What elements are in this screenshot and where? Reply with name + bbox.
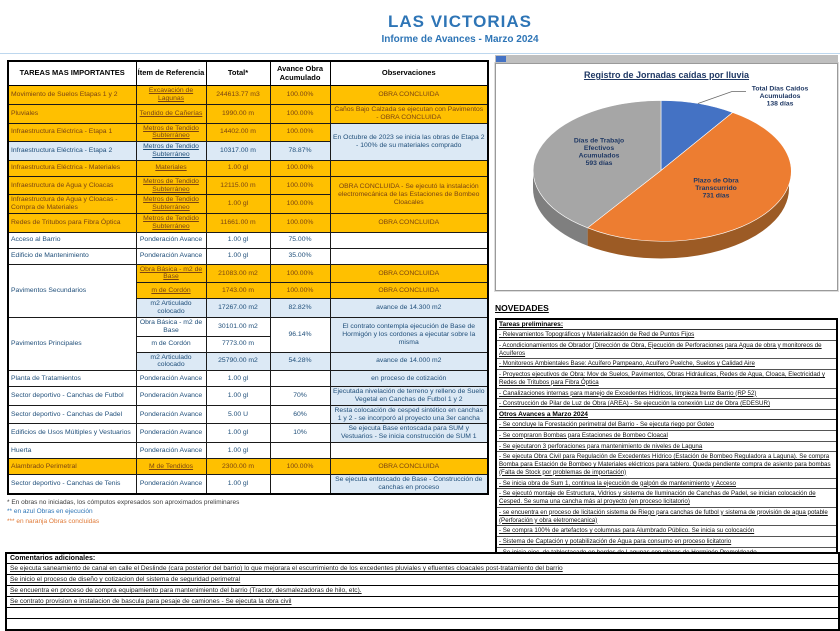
table-cell (270, 475, 330, 494)
table-cell: m2 Articulado colocado (136, 352, 206, 371)
table-cell: 100.00% (270, 195, 330, 214)
column-header: Total* (206, 61, 270, 86)
table-cell: 17267.00 m2 (206, 299, 270, 318)
table-cell: 1.00 gl (206, 160, 270, 176)
table-cell (330, 160, 488, 176)
table-cell: 1990.00 m (206, 104, 270, 123)
table-cell: En Octubre de 2023 se inicia las obras de Etapa 2 - 100% de su materiales comprado (330, 123, 488, 160)
table-cell: avance de 14.300 m2 (330, 299, 488, 318)
table-cell: m2 Articulado colocado (136, 299, 206, 318)
column-header: Observaciones (330, 61, 488, 86)
table-header (8, 61, 488, 86)
novedades-item: - Se ejecutaron 3 perforaciones para mantenimiento de niveles de Laguna (497, 442, 836, 453)
table-cell: m de Cordón (136, 336, 206, 352)
pie-chart (496, 80, 836, 275)
comentario-row: Se contrato provision e instalacion de bascula para pesaje de camiones - Se ejecuta la obra civil (7, 597, 838, 608)
table-cell: Alambrado Perimetral (8, 459, 136, 475)
footnote: *** en naranja Obras concluidas (7, 518, 100, 526)
table-cell: 60% (270, 405, 330, 424)
table-cell: Pluviales (8, 104, 136, 123)
table-cell: Huerta (8, 443, 136, 459)
table-row (8, 424, 488, 443)
pie-label-plazo-de-obra: Plazo de Obra Transcurrido 731 días (693, 177, 739, 200)
pie-label-dias-trabajo-efectivos: Días de Trabajo Efectivos Acumulados 593 días (573, 137, 625, 167)
table-cell: 82.82% (270, 299, 330, 318)
table-cell: Ponderación Avance (136, 387, 206, 406)
table-cell: Ejecutada nivelación de terreno y relleno de Suelo Vegetal en Canchas de Futbol 1 y 2 (330, 387, 488, 406)
table-cell: Tendido de Cañerías (136, 104, 206, 123)
pie-chart-panel (495, 63, 838, 291)
table-cell: Redes de Tritubos para Fibra Óptica (8, 214, 136, 233)
table-cell: Ponderación Avance (136, 248, 206, 264)
footnote: ** en azul Obras en ejecución (7, 508, 93, 516)
comentario-row: Se ejecuta saneamiento de canal en calle el Deslinde (cara posterior del barrio) lo que mejorara el escurrimiento de los excedentes pluviales y efluentes cloacales post-tratamiento del barrio (7, 564, 838, 575)
novedades-item: - Canalizaciones internas para manejo de Excedentes Hídricos, limpieza frente Barrio (RP 52) (497, 389, 836, 400)
table-cell: m de Cordón (136, 283, 206, 299)
table-cell: OBRA CONCLUIDA (330, 459, 488, 475)
table-cell: en proceso de cotización (330, 371, 488, 387)
table-row (8, 123, 488, 142)
table-cell: 100.00% (270, 459, 330, 475)
novedades-section-header: Otros Avances a Marzo 2024 (497, 410, 836, 420)
table-cell: 100.00% (270, 123, 330, 142)
table-cell: Infraestructura Eléctrica - Etapa 2 (8, 142, 136, 161)
table-cell: 78.87% (270, 142, 330, 161)
table-cell: 30101.00 m2 (206, 317, 270, 336)
table-cell: Edificios de Usos Múltiples y Vestuarios (8, 424, 136, 443)
table-cell: 244613.77 m3 (206, 86, 270, 105)
avances-table (7, 60, 489, 495)
table-cell: 100.00% (270, 214, 330, 233)
table-row (8, 264, 488, 283)
tasks-section (7, 60, 488, 527)
table-cell: 10317.00 m (206, 142, 270, 161)
top-strip (495, 55, 838, 63)
pie-label-leader-line (698, 92, 746, 104)
table-row (8, 86, 488, 105)
table-cell: Metros de Tendido Subterráneo (136, 176, 206, 195)
table-cell (270, 371, 330, 387)
table-cell (330, 248, 488, 264)
table-cell: 100.00% (270, 104, 330, 123)
table-cell: 1.00 gl (206, 443, 270, 459)
table-cell: OBRA CONCLUIDA - Se ejecutó la instalación electromecánica de las Estaciones de Bombeo Cloacales (330, 176, 488, 213)
table-cell: Ponderación Avance (136, 424, 206, 443)
table-cell: OBRA CONCLUIDA (330, 264, 488, 283)
table-cell: 10% (270, 424, 330, 443)
comentarios-panel (5, 552, 840, 631)
table-row (8, 176, 488, 195)
table-header-row (8, 61, 488, 86)
table-cell: 35.00% (270, 248, 330, 264)
table-cell: 1743.00 m (206, 283, 270, 299)
table-cell: 100.00% (270, 160, 330, 176)
novedades-item: - Se inicia obra de Sum 1, continua la ejecución de galpón de mantenimiento y Acceso (497, 479, 836, 490)
table-cell: Metros de Tendido Subterráneo (136, 214, 206, 233)
table-cell: Sector deportivo - Canchas de Futbol (8, 387, 136, 406)
table-row (8, 405, 488, 424)
table-cell: Pavimentos Secundarios (8, 264, 136, 317)
table-row (8, 104, 488, 123)
novedades-item: - Se ejecuta Obra Civil para Regulación de Excedentes Hídrico (Estación de Bombeo Reguladora a Laguna). Se compra Bomba para Estación de Bombeo y Materiales eléctricos para tablero. Queda pendiente compra de asiento para bombas (Falta de Stock por problemas de importación) (497, 452, 836, 478)
table-cell: Caños Bajo Calzada se ejecutan con Pavimentos - OBRA CONCLUIDA (330, 104, 488, 123)
table-row (8, 248, 488, 264)
right-panel (495, 55, 838, 560)
table-cell: 1.00 gl (206, 387, 270, 406)
table-row (8, 459, 488, 475)
table-cell: Se ejecuta Base entoscada para SUM y Vestuarios - Se inicia construcción de SUM 1 (330, 424, 488, 443)
column-header: Ítem de Referencia (136, 61, 206, 86)
table-cell: Planta de Tratamientos (8, 371, 136, 387)
header-divider (0, 53, 840, 54)
table-cell: Materiales (136, 160, 206, 176)
novedades-item: - Proyectos ejecutivos de Obra: Mov de Suelos, Pavimentos, Obras Hidráulicas, Redes de Agua, Cloaca, Electricidad y Redes de Tritubos para Fibra Óptica (497, 370, 836, 389)
table-cell: Ponderación Avance (136, 443, 206, 459)
table-cell: M de Tendidos (136, 459, 206, 475)
footnote: * En obras no iniciadas, los cómputos expresados son aproximados preliminares (7, 498, 240, 506)
table-cell: Ponderación Avance (136, 232, 206, 248)
novedades-item: - Se compraron Bombas para Estaciones de Bombeo Cloacal (497, 431, 836, 442)
comentario-row: Se inicio el proceso de diseño y cotizacion del sistema de seguridad perimetral (7, 575, 838, 586)
table-cell: Metros de Tendido Subterráneo (136, 195, 206, 214)
table-cell: Metros de Tendido Subterráneo (136, 142, 206, 161)
table-cell: 25790.00 m2 (206, 352, 270, 371)
novedades-item: - Acondicionamientos de Obrador (Dirección de Obra, Ejecución de Perforaciones para Agua de obra y monitoreos de Acuíferos (497, 341, 836, 360)
table-cell: 1.00 gl (206, 424, 270, 443)
table-cell: 1.00 gl (206, 475, 270, 494)
table-cell: 100.00% (270, 176, 330, 195)
novedades-box (495, 318, 838, 560)
table-body (8, 86, 488, 494)
table-cell: Infraestructura de Agua y Cloacas (8, 176, 136, 195)
table-cell (330, 443, 488, 459)
table-row (8, 371, 488, 387)
table-cell: 7773.00 m (206, 336, 270, 352)
table-cell: Infraestructura de Agua y Cloacas - Compra de Materiales (8, 195, 136, 214)
table-cell: 75.00% (270, 232, 330, 248)
novedades-item: - Monitoreos Ambientales Base: Acuífero Pampeano, Acuífero Puelche, Suelos y Calidad Aire (497, 359, 836, 370)
table-cell: Obra Básica - m2 de Base (136, 264, 206, 283)
comentario-row (7, 619, 838, 629)
table-cell: 1.00 gl (206, 248, 270, 264)
table-row (8, 443, 488, 459)
table-cell: 21083.00 m2 (206, 264, 270, 283)
novedades-title: NOVEDADES (495, 303, 549, 313)
table-cell: OBRA CONCLUIDA (330, 283, 488, 299)
table-row (8, 232, 488, 248)
column-header: TAREAS MAS IMPORTANTES (8, 61, 136, 86)
table-cell: Infraestructura Eléctrica - Etapa 1 (8, 123, 136, 142)
table-cell: 100.00% (270, 264, 330, 283)
table-cell: Edificio de Mantenimiento (8, 248, 136, 264)
table-cell: Resta colocación de cesped sintético en canchas 1 y 2 - se incorporó al proyecto una 3er cancha (330, 405, 488, 424)
table-cell (270, 443, 330, 459)
table-cell: Ponderación Avance (136, 371, 206, 387)
table-cell: 2300.00 m (206, 459, 270, 475)
chart-title: Registro de Jornadas caídas por lluvia (583, 70, 750, 80)
novedades-item: - Se compra 100% de artefactos y columnas para Alumbrado Público. Se inicia su colocación (497, 526, 836, 537)
novedades-item: - se encuentra en proceso de licitación sistema de Riego para canchas de futbol y sistema de provisión de agua potable (Perforación y obra eletromecanica) (497, 508, 836, 527)
column-header: Avance Obra Acumulado (270, 61, 330, 86)
table-cell: Pavimentos Principales (8, 317, 136, 370)
table-cell: Acceso al Barrio (8, 232, 136, 248)
table-cell: Se ejecuta entoscado de Base - Construcción de canchas en proceso (330, 475, 488, 494)
table-cell: Movimiento de Suelos Etapas 1 y 2 (8, 86, 136, 105)
table-cell: 100.00% (270, 86, 330, 105)
table-cell: OBRA CONCLUIDA (330, 86, 488, 105)
novedades-item: - Relevamientos Topográficos y Materialización de Red de Puntos Fijos (497, 330, 836, 341)
table-cell: 11661.00 m (206, 214, 270, 233)
table-cell: Metros de Tendido Subterráneo (136, 123, 206, 142)
table-cell: 100.00% (270, 283, 330, 299)
table-cell: Obra Básica - m2 de Base (136, 317, 206, 336)
comentario-row (7, 608, 838, 619)
table-row (8, 475, 488, 494)
comentarios-rows (7, 564, 838, 629)
table-cell: 1.00 gl (206, 195, 270, 214)
pie-label-total-dias-caidos: Total Días Caídos Acumulados 138 días (751, 85, 809, 108)
table-cell (330, 232, 488, 248)
footnotes (7, 498, 488, 527)
table-cell: 70% (270, 387, 330, 406)
novedades-item: - Sistema de Captación y potabilización de Agua para consumo en proceso licitatorio (497, 537, 836, 548)
table-cell: 14402.00 m (206, 123, 270, 142)
table-cell: 1.00 gl (206, 371, 270, 387)
page-title: LAS VICTORIAS (388, 12, 532, 31)
table-cell: Ponderación Avance (136, 475, 206, 494)
novedades-item: - Se concluye la Forestación perimetral del Barrio - Se ejecuta riego por Goteo (497, 420, 836, 431)
table-row (8, 387, 488, 406)
table-cell: Infraestructura Eléctrica - Materiales (8, 160, 136, 176)
table-cell: 96.14% (270, 317, 330, 352)
novedades-section-header: Tareas preliminares: (497, 320, 836, 330)
table-cell: 1.00 gl (206, 232, 270, 248)
table-cell: OBRA CONCLUIDA (330, 214, 488, 233)
page-subtitle: Informe de Avances - Marzo 2024 (381, 34, 539, 45)
table-row (8, 214, 488, 233)
table-cell: 5.00 U (206, 405, 270, 424)
table-cell: Sector deportivo - Canchas de Padel (8, 405, 136, 424)
table-cell: Sector deportivo - Canchas de Tenis (8, 475, 136, 494)
novedades-item: - Construcción de Pilar de Luz de Obra (AREA) - Se ejecución la conexión Luz de Obra (EDESUR) (497, 399, 836, 410)
table-cell: avance de 14.000 m2 (330, 352, 488, 371)
table-row (8, 317, 488, 336)
table-cell: 54.28% (270, 352, 330, 371)
comentario-row: Se encuentra en proceso de compra equipamiento para mantenimiento del barrio (Tractor, desmalezadoras de hilo, etc). (7, 586, 838, 597)
marker-icon (496, 56, 506, 62)
novedades-item: - Se ejecutó montaje de Estructura, Vidrios y sistema de Iluminación de Canchas de Padel, se inician colocación de Cesped. Se suma una cancha más al proyecto (en proceso licitatorio) (497, 489, 836, 508)
table-row (8, 160, 488, 176)
table-cell: Ponderación Avance (136, 405, 206, 424)
table-cell: Excavación de Lagunas (136, 86, 206, 105)
comentarios-header: Comentarios adicionales: (7, 554, 838, 564)
report-header (80, 12, 840, 45)
table-cell: 12115.00 m (206, 176, 270, 195)
table-cell: El contrato contempla ejecución de Base de Hormigón y los cordones a ejecutar sobre la misma (330, 317, 488, 352)
